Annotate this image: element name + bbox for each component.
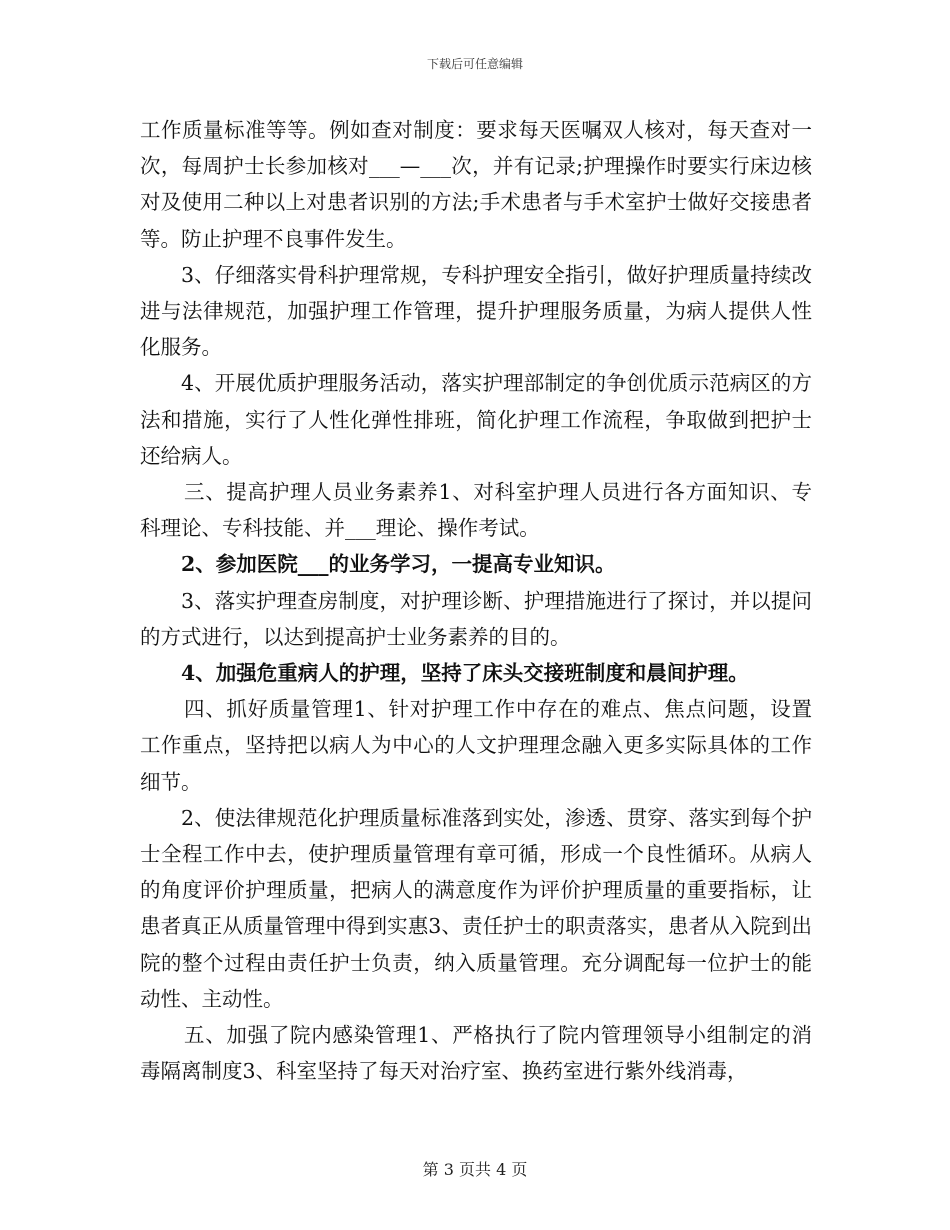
page-header: 下载后可任意编辑 <box>426 57 523 71</box>
section-heading-paragraph: 四、抓好质量管理1、针对护理工作中存在的难点、焦点问题，设置工作重点，坚持把以病人为中心的人文护理理念融入更多实际具体的工作细节。 <box>140 697 812 794</box>
document-body <box>140 112 812 1089</box>
page-footer: 第 3 页共 4 页 <box>422 1160 528 1179</box>
paragraph: 3、仔细落实骨科护理常规，专科护理安全指引，做好护理质量持续改进与法律规范，加强护理工作管理，提升护理服务质量，为病人提供人性化服务。 <box>140 262 812 360</box>
paragraph-continuation: 工作质量标准等等。例如查对制度：要求每天医嘱双人核对，每天查对一次，每周护士长参加核对___—___次，并有记录;护理操作时要实行床边核对及使用二种以上对患者识别的方法;手术患者与手术室护士做好交接患者等。防止护理不良事件发生。 <box>140 118 812 251</box>
section-heading-paragraph: 三、提高护理人员业务素养1、对科室护理人员进行各方面知识、专科理论、专科技能、并___理论、操作考试。 <box>140 480 812 541</box>
section-heading-paragraph: 五、加强了院内感染管理1、严格执行了院内管理领导小组制定的消毒隔离制度3、科室坚持了每天对治疗室、换药室进行紫外线消毒， <box>140 1023 812 1084</box>
bold-paragraph: 4、加强危重病人的护理，坚持了床头交接班制度和晨间护理。 <box>181 661 749 686</box>
paragraph: 3、落实护理查房制度，对护理诊断、护理措施进行了探讨，并以提问的方式进行，以达到提高护士业务素养的目的。 <box>140 588 812 649</box>
bold-paragraph: 2、参加医院___的业务学习，一提高专业知识。 <box>181 552 616 577</box>
paragraph: 4、开展优质护理服务活动，落实护理部制定的争创优质示范病区的方法和措施，实行了人性化弹性排班，简化护理工作流程，争取做到把护士还给病人。 <box>140 371 812 468</box>
paragraph: 2、使法律规范化护理质量标准落到实处，渗透、贯穿、落实到每个护士全程工作中去，使护理质量管理有章可循，形成一个良性循环。从病人的角度评价护理质量，把病人的满意度作为评价护理质量的重要指标，让患者真正从质量管理中得到实惠3、责任护士的职责落实，患者从入院到出院的整个过程由责任护士负责，纳入质量管理。充分调配每一位护士的能动性、主动性。 <box>140 805 812 1011</box>
